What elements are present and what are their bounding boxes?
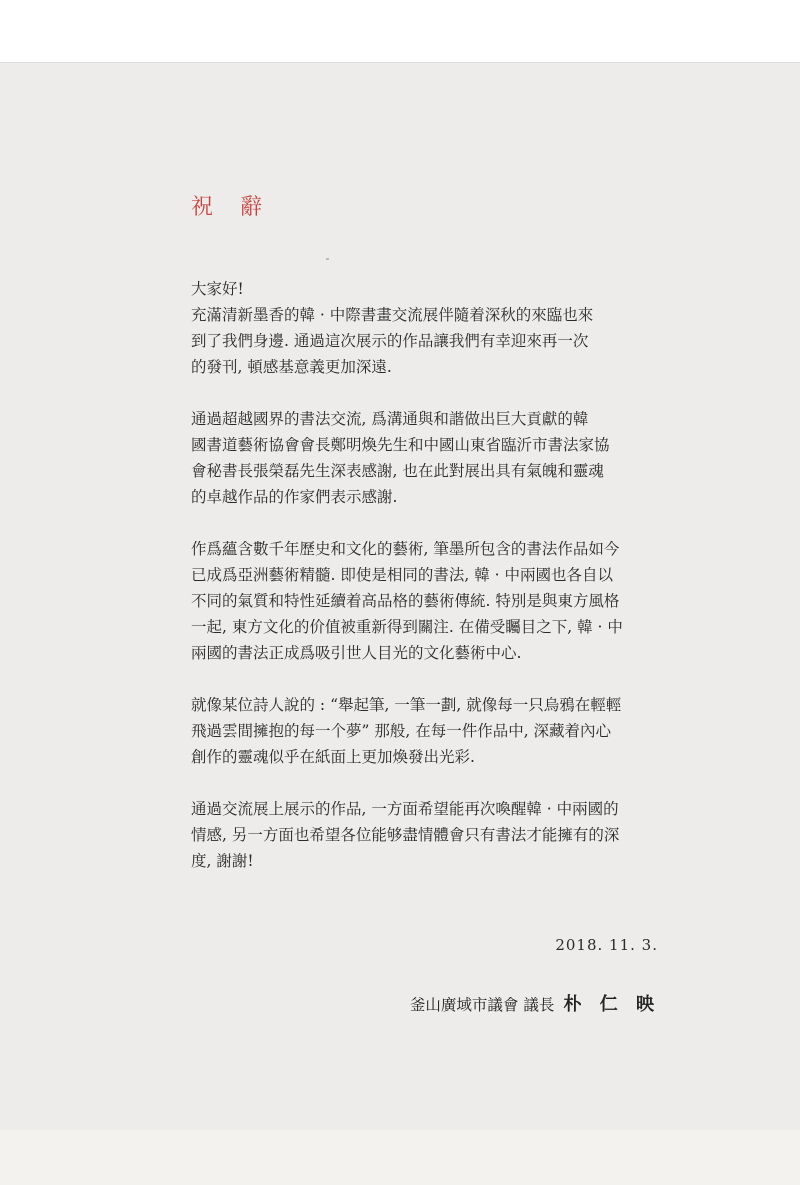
scan-top-margin — [0, 0, 800, 62]
signer-name: 朴 仁 映 — [563, 994, 660, 1015]
text-line: 通過交流展上展示的作品, 一方面希望能再次喚醒韓 · 中兩國的 — [191, 800, 619, 818]
letter-date: 2018. 11. 3. — [555, 936, 658, 954]
paragraph-thanks — [191, 406, 681, 510]
text-line: 兩國的書法正成爲吸引世人目光的文化藝術中心. — [191, 644, 522, 662]
letter-body — [191, 276, 681, 900]
paragraph-art — [191, 536, 681, 666]
page-title: 祝 辭 — [191, 195, 272, 220]
text-line: 度, 謝謝! — [191, 852, 254, 870]
text-line: 國書道藝術協會會長鄭明煥先生和中國山東省臨沂市書法家協 — [191, 436, 610, 454]
text-line: 已成爲亞洲藝術精髓. 即使是相同的書法, 韓 · 中兩國也各自以 — [191, 566, 613, 584]
greeting: 大家好! — [191, 280, 244, 298]
text-line: 創作的靈魂似乎在紙面上更加煥發出光彩. — [191, 748, 475, 766]
signer-role: 釜山廣域市議會 議長 — [409, 996, 555, 1014]
text-line: 充滿清新墨香的韓 · 中際書畫交流展伴隨着深秋的來臨也來 — [191, 306, 594, 324]
signature-block — [410, 990, 660, 1016]
text-line: 的卓越作品的作家們表示感謝. — [191, 488, 398, 506]
text-line: 一起, 東方文化的价值被重新得到關注. 在備受矚目之下, 韓 · 中 — [191, 618, 623, 636]
paragraph-poet — [191, 692, 681, 770]
text-line: 通過超越國界的書法交流, 爲溝通與和諧做出巨大貢獻的韓 — [191, 410, 589, 428]
text-line: 作爲蘊含數千年歷史和文化的藝術, 筆墨所包含的書法作品如今 — [191, 540, 620, 558]
greeting-paragraph — [191, 276, 681, 380]
text-line: 情感, 另一方面也希望各位能够盡情體會只有書法才能擁有的深 — [191, 826, 620, 844]
paragraph-closing — [191, 796, 681, 874]
text-line: 不同的氣質和特性延續着高品格的藝術傳統. 特別是與東方風格 — [191, 592, 620, 610]
text-line: 的發刊, 頓感基意義更加深遠. — [191, 358, 392, 376]
scan-bottom-margin — [0, 1130, 800, 1185]
text-line: 飛過雲間擁抱的每一个夢” 那般, 在每一件作品中, 深藏着內心 — [191, 722, 612, 740]
paper-speck — [326, 258, 329, 260]
text-line: 會秘書長張榮磊先生深表感謝, 也在此對展出具有氣魄和靈魂 — [191, 462, 604, 480]
text-line: 就像某位詩人說的 : “舉起筆, 一筆一劃, 就像每一只烏鴉在輕輕 — [191, 696, 622, 714]
text-line: 到了我們身邊. 通過這次展示的作品讓我們有幸迎來再一次 — [191, 332, 589, 350]
